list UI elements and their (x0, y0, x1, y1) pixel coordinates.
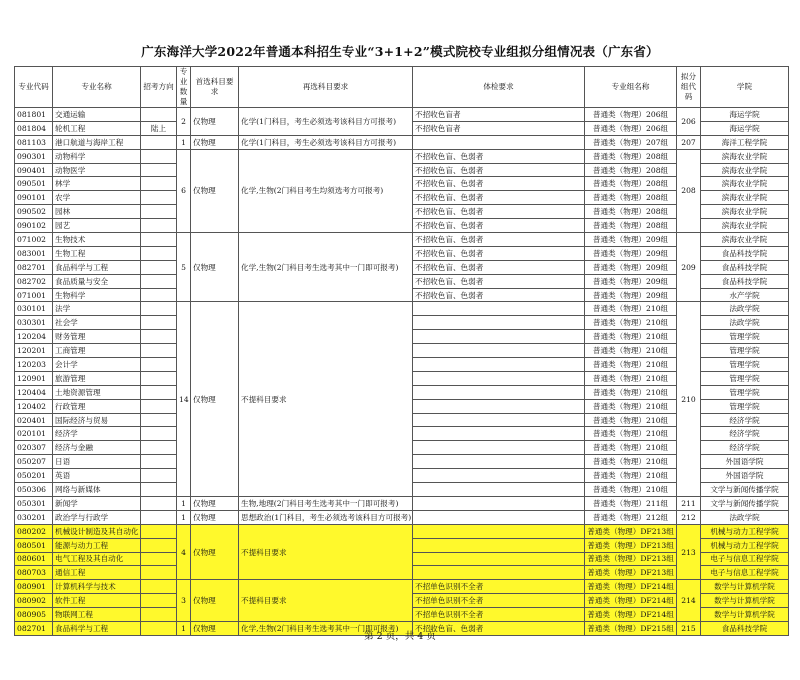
major-name: 港口航道与海岸工程 (53, 135, 141, 149)
major-name: 通信工程 (53, 566, 141, 580)
admission-direction (141, 177, 177, 191)
physical-requirement (413, 469, 585, 483)
second-subject: 化学,生物(2门科目考生选考其中一门即可报考) (239, 621, 413, 635)
major-code: 090102 (15, 219, 53, 233)
major-code: 082702 (15, 274, 53, 288)
group-name: 普通类（物理）210组 (585, 385, 677, 399)
admission-direction (141, 524, 177, 538)
major-name: 林学 (53, 177, 141, 191)
physical-requirement (413, 371, 585, 385)
admission-direction (141, 344, 177, 358)
major-name: 旅游管理 (53, 371, 141, 385)
college-name: 滨海农业学院 (701, 163, 789, 177)
second-subject: 不提科目要求 (239, 580, 413, 622)
major-code: 090301 (15, 149, 53, 163)
group-name: 普通类（物理）208组 (585, 191, 677, 205)
group-name: 普通类（物理）DF213组 (585, 552, 677, 566)
group-name: 普通类（物理）210组 (585, 441, 677, 455)
college-name: 滨海农业学院 (701, 149, 789, 163)
major-code: 090502 (15, 205, 53, 219)
group-name: 普通类（物理）DF214组 (585, 580, 677, 594)
group-name: 普通类（物理）209组 (585, 260, 677, 274)
physical-requirement (413, 330, 585, 344)
major-count: 1 (177, 496, 191, 510)
admission-direction (141, 274, 177, 288)
college-name: 外国语学院 (701, 455, 789, 469)
major-code: 080601 (15, 552, 53, 566)
physical-requirement (413, 510, 585, 524)
second-subject: 化学,生物(2门科目考生选考其中一门即可报考) (239, 233, 413, 302)
physical-requirement (413, 135, 585, 149)
major-code: 071002 (15, 233, 53, 247)
physical-requirement: 不招收色盲者 (413, 108, 585, 122)
major-name: 食品科学与工程 (53, 621, 141, 635)
admission-direction (141, 219, 177, 233)
major-count: 1 (177, 621, 191, 635)
major-name: 轮机工程 (53, 121, 141, 135)
major-name: 工商管理 (53, 344, 141, 358)
major-code: 071001 (15, 288, 53, 302)
group-code: 211 (677, 496, 701, 510)
college-name: 管理学院 (701, 330, 789, 344)
college-name: 食品科技学院 (701, 260, 789, 274)
group-name: 普通类（物理）DF215组 (585, 621, 677, 635)
group-name: 普通类（物理）210组 (585, 344, 677, 358)
college-name: 经济学院 (701, 441, 789, 455)
group-name: 普通类（物理）209组 (585, 274, 677, 288)
major-code: 080901 (15, 580, 53, 594)
group-name: 普通类（物理）DF214组 (585, 608, 677, 622)
college-name: 机械与动力工程学院 (701, 538, 789, 552)
first-subject: 仅物理 (191, 108, 239, 136)
major-name: 软件工程 (53, 594, 141, 608)
physical-requirement (413, 441, 585, 455)
group-name: 普通类（物理）DF213组 (585, 524, 677, 538)
major-count: 2 (177, 108, 191, 136)
admission-direction (141, 233, 177, 247)
table-row (15, 233, 789, 247)
group-name: 普通类（物理）DF213组 (585, 566, 677, 580)
major-count: 14 (177, 302, 191, 496)
major-name: 生物科学 (53, 288, 141, 302)
group-name: 普通类（物理）208组 (585, 219, 677, 233)
physical-requirement: 不招收色盲、色弱者 (413, 621, 585, 635)
physical-requirement (413, 358, 585, 372)
major-name: 财务管理 (53, 330, 141, 344)
college-name: 法政学院 (701, 510, 789, 524)
admission-direction (141, 608, 177, 622)
physical-requirement: 不招收色盲、色弱者 (413, 191, 585, 205)
physical-requirement (413, 455, 585, 469)
admission-direction (141, 552, 177, 566)
header-first-subject: 首选科目要求 (191, 67, 239, 108)
college-name: 滨海农业学院 (701, 205, 789, 219)
group-name: 普通类（物理）DF213组 (585, 538, 677, 552)
major-name: 行政管理 (53, 399, 141, 413)
major-code: 080703 (15, 566, 53, 580)
major-code: 083001 (15, 246, 53, 260)
admission-direction (141, 302, 177, 316)
college-name: 机械与动力工程学院 (701, 524, 789, 538)
college-name: 电子与信息工程学院 (701, 566, 789, 580)
first-subject: 仅物理 (191, 302, 239, 496)
college-name: 滨海农业学院 (701, 191, 789, 205)
major-name: 土地资源管理 (53, 385, 141, 399)
table-row (15, 580, 789, 594)
physical-requirement: 不招收色盲、色弱者 (413, 260, 585, 274)
admission-direction (141, 455, 177, 469)
first-subject: 仅物理 (191, 135, 239, 149)
group-name: 普通类（物理）210组 (585, 427, 677, 441)
college-name: 电子与信息工程学院 (701, 552, 789, 566)
admission-direction (141, 427, 177, 441)
group-code: 212 (677, 510, 701, 524)
major-count: 3 (177, 580, 191, 622)
first-subject: 仅物理 (191, 149, 239, 232)
major-code: 080905 (15, 608, 53, 622)
major-name: 会计学 (53, 358, 141, 372)
major-name: 经济学 (53, 427, 141, 441)
college-name: 文学与新闻传播学院 (701, 496, 789, 510)
physical-requirement (413, 399, 585, 413)
major-name: 国际经济与贸易 (53, 413, 141, 427)
table-row (15, 524, 789, 538)
admission-direction (141, 316, 177, 330)
major-code: 080202 (15, 524, 53, 538)
physical-requirement: 不招单色识别不全者 (413, 608, 585, 622)
major-name: 食品质量与安全 (53, 274, 141, 288)
major-name: 园艺 (53, 219, 141, 233)
major-count: 4 (177, 524, 191, 580)
major-code: 080902 (15, 594, 53, 608)
admission-direction (141, 510, 177, 524)
physical-requirement (413, 496, 585, 510)
second-subject: 化学(1门科目，考生必须选考该科目方可报考) (239, 135, 413, 149)
college-name: 数学与计算机学院 (701, 608, 789, 622)
major-code: 082701 (15, 260, 53, 274)
physical-requirement: 不招收色盲、色弱者 (413, 177, 585, 191)
college-name: 海运学院 (701, 108, 789, 122)
major-code: 030201 (15, 510, 53, 524)
admission-direction (141, 441, 177, 455)
major-name: 生物工程 (53, 246, 141, 260)
group-code: 207 (677, 135, 701, 149)
major-code: 120402 (15, 399, 53, 413)
group-name: 普通类（物理）210组 (585, 399, 677, 413)
physical-requirement: 不招收色盲、色弱者 (413, 149, 585, 163)
header-direction: 招考方向 (141, 67, 177, 108)
physical-requirement: 不招收色盲者 (413, 121, 585, 135)
header-group-code: 拟分组代码 (677, 67, 701, 108)
group-name: 普通类（物理）210组 (585, 469, 677, 483)
college-name: 管理学院 (701, 344, 789, 358)
major-code: 020101 (15, 427, 53, 441)
major-code: 090501 (15, 177, 53, 191)
major-code: 120203 (15, 358, 53, 372)
college-name: 经济学院 (701, 427, 789, 441)
major-name: 计算机科学与技术 (53, 580, 141, 594)
group-code: 208 (677, 149, 701, 232)
physical-requirement: 不招收色盲、色弱者 (413, 219, 585, 233)
admission-direction (141, 594, 177, 608)
group-name: 普通类（物理）212组 (585, 510, 677, 524)
physical-requirement (413, 316, 585, 330)
major-name: 经济与金融 (53, 441, 141, 455)
physical-requirement: 不招收色盲、色弱者 (413, 163, 585, 177)
major-name: 法学 (53, 302, 141, 316)
table-row (15, 149, 789, 163)
table-row (15, 302, 789, 316)
physical-requirement: 不招单色识别不全者 (413, 594, 585, 608)
first-subject: 仅物理 (191, 524, 239, 580)
physical-requirement (413, 385, 585, 399)
header-code: 专业代码 (15, 67, 53, 108)
second-subject: 化学(1门科目，考生必须选考该科目方可报考) (239, 108, 413, 136)
second-subject: 不提科目要求 (239, 524, 413, 580)
group-name: 普通类（物理）207组 (585, 135, 677, 149)
major-name: 交通运输 (53, 108, 141, 122)
physical-requirement (413, 483, 585, 497)
group-code: 214 (677, 580, 701, 622)
college-name: 滨海农业学院 (701, 177, 789, 191)
major-code: 090401 (15, 163, 53, 177)
group-name: 普通类（物理）208组 (585, 205, 677, 219)
table-header-row (15, 67, 789, 108)
group-code: 206 (677, 108, 701, 136)
header-group-name: 专业组名称 (585, 67, 677, 108)
second-subject: 生物,地理(2门科目考生选考其中一门即可报考) (239, 496, 413, 510)
major-name: 农学 (53, 191, 141, 205)
group-code: 210 (677, 302, 701, 496)
major-code: 082701 (15, 621, 53, 635)
major-code: 030301 (15, 316, 53, 330)
admission-direction (141, 288, 177, 302)
admission-direction (141, 413, 177, 427)
page-footer: 第 2 页，共 4 页 (364, 631, 436, 642)
physical-requirement: 不招收色盲、色弱者 (413, 274, 585, 288)
admission-direction (141, 358, 177, 372)
admission-direction (141, 108, 177, 122)
major-name: 动物医学 (53, 163, 141, 177)
group-name: 普通类（物理）210组 (585, 316, 677, 330)
header-name: 专业名称 (53, 67, 141, 108)
physical-requirement (413, 552, 585, 566)
physical-requirement: 不招收色盲、色弱者 (413, 246, 585, 260)
major-code: 120901 (15, 371, 53, 385)
group-code: 209 (677, 233, 701, 302)
college-name: 海运学院 (701, 121, 789, 135)
group-code: 215 (677, 621, 701, 635)
second-subject: 不提科目要求 (239, 302, 413, 496)
major-name: 政治学与行政学 (53, 510, 141, 524)
college-name: 管理学院 (701, 385, 789, 399)
major-code: 050301 (15, 496, 53, 510)
group-name: 普通类（物理）208组 (585, 177, 677, 191)
major-code: 020307 (15, 441, 53, 455)
first-subject: 仅物理 (191, 496, 239, 510)
major-code: 081801 (15, 108, 53, 122)
college-name: 外国语学院 (701, 469, 789, 483)
physical-requirement: 不招收色盲、色弱者 (413, 233, 585, 247)
major-name: 日语 (53, 455, 141, 469)
major-code: 050201 (15, 469, 53, 483)
first-subject: 仅物理 (191, 233, 239, 302)
college-name: 管理学院 (701, 399, 789, 413)
college-name: 食品科技学院 (701, 274, 789, 288)
group-name: 普通类（物理）210组 (585, 358, 677, 372)
major-count: 1 (177, 510, 191, 524)
physical-requirement: 不招单色识别不全者 (413, 580, 585, 594)
admission-direction (141, 538, 177, 552)
college-name: 数学与计算机学院 (701, 580, 789, 594)
physical-requirement (413, 538, 585, 552)
major-name: 网络与新媒体 (53, 483, 141, 497)
admission-direction (141, 330, 177, 344)
major-name: 园林 (53, 205, 141, 219)
admission-direction (141, 260, 177, 274)
major-code: 081804 (15, 121, 53, 135)
physical-requirement (413, 302, 585, 316)
major-code: 120404 (15, 385, 53, 399)
group-name: 普通类（物理）206组 (585, 121, 677, 135)
admission-direction (141, 580, 177, 594)
major-name: 电气工程及其自动化 (53, 552, 141, 566)
major-code: 050306 (15, 483, 53, 497)
college-name: 滨海农业学院 (701, 219, 789, 233)
major-code: 050207 (15, 455, 53, 469)
physical-requirement (413, 566, 585, 580)
group-name: 普通类（物理）211组 (585, 496, 677, 510)
table-row (15, 108, 789, 122)
admission-direction (141, 496, 177, 510)
group-name: 普通类（物理）DF214组 (585, 594, 677, 608)
college-name: 法政学院 (701, 302, 789, 316)
physical-requirement (413, 524, 585, 538)
major-code: 090101 (15, 191, 53, 205)
major-code: 081103 (15, 135, 53, 149)
table-row (15, 135, 789, 149)
college-name: 水产学院 (701, 288, 789, 302)
admission-direction (141, 163, 177, 177)
major-name: 新闻学 (53, 496, 141, 510)
major-name: 能源与动力工程 (53, 538, 141, 552)
college-name: 滨海农业学院 (701, 233, 789, 247)
group-name: 普通类（物理）208组 (585, 163, 677, 177)
major-name: 食品科学与工程 (53, 260, 141, 274)
admission-direction (141, 135, 177, 149)
college-name: 食品科技学院 (701, 246, 789, 260)
first-subject: 仅物理 (191, 510, 239, 524)
group-name: 普通类（物理）209组 (585, 246, 677, 260)
group-name: 普通类（物理）210组 (585, 330, 677, 344)
major-count: 1 (177, 135, 191, 149)
group-name: 普通类（物理）209组 (585, 288, 677, 302)
admission-direction (141, 566, 177, 580)
major-code: 030101 (15, 302, 53, 316)
major-count: 5 (177, 233, 191, 302)
major-code: 020401 (15, 413, 53, 427)
major-code: 080501 (15, 538, 53, 552)
header-second-subject: 再选科目要求 (239, 67, 413, 108)
admission-group-table (14, 66, 789, 636)
second-subject: 思想政治(1门科目，考生必须选考该科目方可报考) (239, 510, 413, 524)
admission-direction (141, 246, 177, 260)
second-subject: 化学,生物(2门科目考生均须选考方可报考) (239, 149, 413, 232)
admission-direction (141, 371, 177, 385)
group-name: 普通类（物理）210组 (585, 455, 677, 469)
group-name: 普通类（物理）208组 (585, 149, 677, 163)
major-name: 生物技术 (53, 233, 141, 247)
major-count: 6 (177, 149, 191, 232)
group-code: 213 (677, 524, 701, 580)
admission-direction (141, 469, 177, 483)
admission-direction (141, 149, 177, 163)
physical-requirement (413, 427, 585, 441)
group-name: 普通类（物理）210组 (585, 371, 677, 385)
physical-requirement (413, 413, 585, 427)
major-code: 120201 (15, 344, 53, 358)
group-name: 普通类（物理）210组 (585, 413, 677, 427)
major-name: 社会学 (53, 316, 141, 330)
group-name: 普通类（物理）209组 (585, 233, 677, 247)
college-name: 文学与新闻传播学院 (701, 483, 789, 497)
first-subject: 仅物理 (191, 580, 239, 622)
first-subject: 仅物理 (191, 621, 239, 635)
physical-requirement: 不招收色盲、色弱者 (413, 288, 585, 302)
admission-direction (141, 191, 177, 205)
group-name: 普通类（物理）210组 (585, 302, 677, 316)
college-name: 管理学院 (701, 358, 789, 372)
college-name: 海洋工程学院 (701, 135, 789, 149)
header-college: 学院 (701, 67, 789, 108)
table-body (15, 108, 789, 636)
group-name: 普通类（物理）210组 (585, 483, 677, 497)
admission-direction (141, 205, 177, 219)
admission-direction: 陆上 (141, 121, 177, 135)
college-name: 食品科技学院 (701, 621, 789, 635)
physical-requirement (413, 344, 585, 358)
header-count: 专业数量 (177, 67, 191, 108)
college-name: 数学与计算机学院 (701, 594, 789, 608)
table-row (15, 510, 789, 524)
physical-requirement: 不招收色盲、色弱者 (413, 205, 585, 219)
table-row (15, 496, 789, 510)
major-name: 物联网工程 (53, 608, 141, 622)
admission-direction (141, 385, 177, 399)
page-title: 广东海洋大学2022年普通本科招生专业“3+1+2”模式院校专业组拟分组情况表（广东省） (141, 44, 659, 59)
college-name: 经济学院 (701, 413, 789, 427)
college-name: 法政学院 (701, 316, 789, 330)
major-code: 120204 (15, 330, 53, 344)
admission-direction (141, 399, 177, 413)
admission-direction (141, 483, 177, 497)
major-name: 动物科学 (53, 149, 141, 163)
major-name: 英语 (53, 469, 141, 483)
major-name: 机械设计制造及其自动化 (53, 524, 141, 538)
header-physical: 体检要求 (413, 67, 585, 108)
group-name: 普通类（物理）206组 (585, 108, 677, 122)
college-name: 管理学院 (701, 371, 789, 385)
